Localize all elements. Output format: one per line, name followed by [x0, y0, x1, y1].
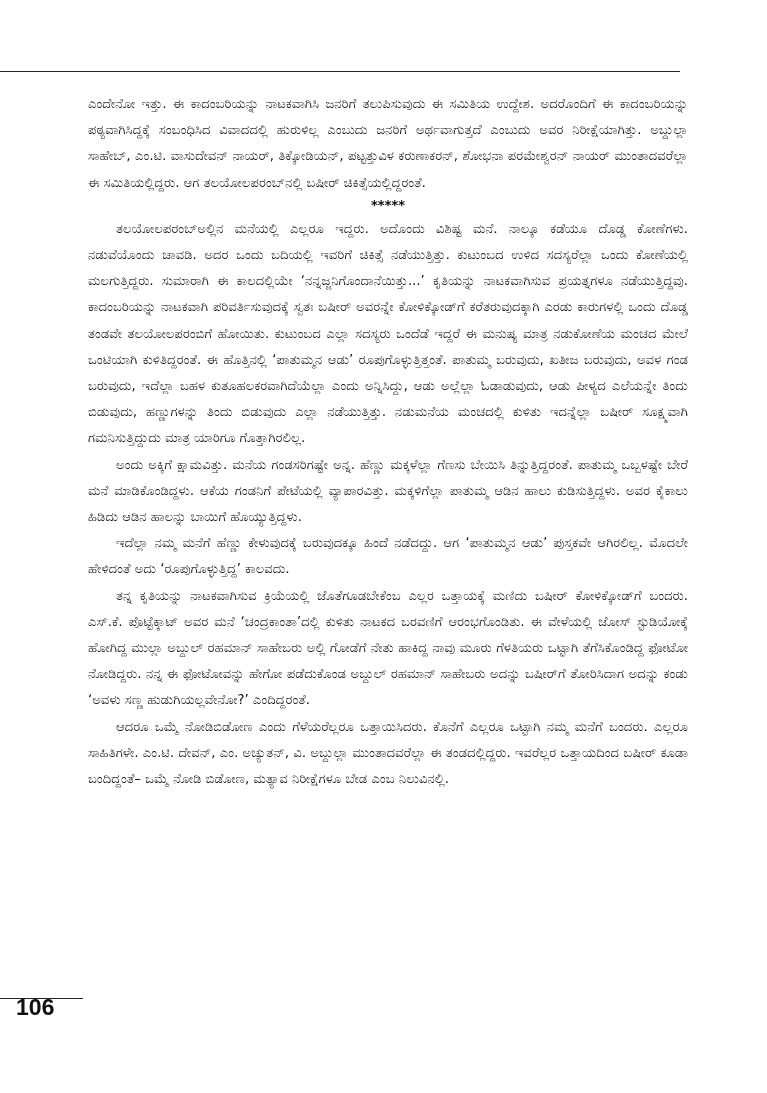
- header-rule: [0, 71, 680, 72]
- paragraph: ಅಂದು ಅಕ್ಕಿಗೆ ಕ್ಷಾಮವಿತ್ತು. ಮನೆಯ ಗಂಡಸರಿಗಷ್ಟೇ ಅನ್ನ. ಹೆಣ್ಣು ಮಕ್ಕಳೆಲ್ಲಾ ಗೆಣಸು ಬೇಯಿಸಿ ತಿನ್ನುತ್ತಿದ್ದರಂತೆ. ಪಾತುಮ್ಮ ಒಬ್ಬಳಷ್ಟೇ ಬೇರೆ ಮನೆ ಮಾಡಿಕೊಂಡಿದ್ದಳು. ಆಕೆಯ ಗಂಡನಿಗೆ ಪೇಟೆಯಲ್ಲಿ ವ್ಯಾಪಾರವಿತ್ತು. ಮಕ್ಕಳಿಗೆಲ್ಲಾ ಪಾತುಮ್ಮ ಆಡಿನ ಹಾಲು ಕುಡಿಸುತ್ತಿದ್ದಳು. ಅವರ ಕೈಕಾಲು ಹಿಡಿದು ಆಡಿನ ಹಾಲನ್ನು ಬಾಯಿಗೆ ಹೊಯ್ಯುತ್ತಿದ್ದಳು.: [88, 457, 688, 526]
- paragraph: ತಲಯೋಲಪರಂಬ್‌ಅಲ್ಲಿನ ಮನೆಯಲ್ಲಿ ಎಲ್ಲರೂ ಇದ್ದರು. ಅದೊಂದು ವಿಶಿಷ್ಟ ಮನೆ. ನಾಲ್ಕೂ ಕಡೆಯೂ ದೊಡ್ಡ ಕೋಣೆಗಳು. ನಡುವೆಯೊಂದು ಚಾವಡಿ. ಅದರ ಒಂದು ಬದಿಯಲ್ಲಿ ಇವರಿಗೆ ಚಿಕಿತ್ಸೆ ನಡೆಯುತ್ತಿತ್ತು. ಕುಟುಂಬದ ಉಳಿದ ಸದಸ್ಯರೆಲ್ಲಾ ಒಂದು ಕೋಣೆಯಲ್ಲಿ ಮಲಗುತ್ತಿದ್ದರು. ಸುಮಾರಾಗಿ ಈ ಕಾಲದಲ್ಲಿಯೇ ‘ನನ್ನಜ್ಜನಿಗೊಂದಾನೆಯಿತ್ತು...’ ಕೃತಿಯನ್ನು ನಾಟಕವಾಗಿಸುವ ಪ್ರಯತ್ನಗಳೂ ನಡೆಯುತ್ತಿದ್ದವು. ಕಾದಂಬರಿಯನ್ನು ನಾಟಕವಾಗಿ ಪರಿವರ್ತಿಸುವುದಕ್ಕೆ ಸ್ವತಃ ಬಷೀರ್ ಅವರನ್ನೇ ಕೋಳಿಕ್ಕೋಡ್‌ಗೆ ಕರೆತರುವುದಕ್ಕಾಗಿ ಎರಡು ಕಾರುಗಳಲ್ಲಿ ಒಂದು ದೊಡ್ಡ ತಂಡವೇ ತಲಯೋಲಪರಂಬಿಗೆ ಹೋಯಿತು. ಕುಟುಂಬದ ಎಲ್ಲಾ ಸದಸ್ಯರು ಒಂದೆಡೆ ಇದ್ದರೆ ಈ ಮನುಷ್ಯ ಮಾತ್ರ ನಡುಕೋಣೆಯ ಮಂಚದ ಮೇಲೆ ಒಂಟಿಯಾಗಿ ಕುಳಿತಿದ್ದರಂತೆ. ಈ ಹೊತ್ತಿನಲ್ಲಿ ‘ಪಾತುಮ್ಮನ ಆಡು’ ರೂಪುಗೊಳ್ಳುತ್ತಿತ್ತಂತೆ. ಪಾತುಮ್ಮ ಬರುವುದು, ಖತೀಜ ಬರುವುದು, ಅವಳ ಗಂಡ ಬರುವುದು, ಇದೆಲ್ಲಾ ಬಹಳ ಕುತೂಹಲಕರವಾಗಿದೆಯೆಲ್ಲಾ ಎಂದು ಅನ್ನಿಸಿದ್ದು, ಆಡು ಅಲ್ಲೆಲ್ಲಾ ಓಡಾಡುವುದು, ಆಡು ಪೀಳ್ಯದ ಎಲೆಯನ್ನೇ ತಿಂದು ಬಿಡುವುದು, ಹಣ್ಣುಗಳನ್ನು ತಿಂದು ಬಿಡುವುದು ಎಲ್ಲಾ ನಡೆಯುತ್ತಿತ್ತು. ನಡುಮನೆಯ ಮಂಚದಲ್ಲಿ ಕುಳಿತು ಇದನ್ನೆಲ್ಲಾ ಬಷೀರ್ ಸೂಕ್ಷ್ಮವಾಗಿ ಗಮನಿಸುತ್ತಿದ್ದುದು ಮಾತ್ರ ಯಾರಿಗೂ ಗೊತ್ತಾಗಿರಲಿಲ್ಲ.: [88, 221, 688, 447]
- paragraph: ಆದರೂ ಒಮ್ಮೆ ನೋಡಿಬಿಡೋಣ ಎಂದು ಗೆಳೆಯರೆಲ್ಲರೂ ಒತ್ತಾಯಿಸಿದರು. ಕೊನೆಗೆ ಎಲ್ಲರೂ ಒಟ್ಟಾಗಿ ನಮ್ಮ ಮನೆಗೆ ಬಂದರು. ಎಲ್ಲರೂ ಸಾಹಿತಿಗಳೇ. ಎಂ.ಟಿ. ದೇವನ್, ಎಂ. ಅಚ್ಯುತನ್, ವಿ. ಅಬ್ದುಲ್ಲಾ ಮುಂತಾದವರೆಲ್ಲಾ ಈ ತಂಡದಲ್ಲಿದ್ದರು. ಇವರೆಲ್ಲರ ಒತ್ತಾಯದಿಂದ ಬಷೀರ್ ಕೂಡಾ ಬಂದಿದ್ದಂತೆ– ಒಮ್ಮೆ ನೋಡಿ ಬಿಡೋಣ, ಮತ್ಯಾವ ನಿರೀಕ್ಷೆಗಳೂ ಬೇಡ ಎಂಬ ನಿಲುವಿನಲ್ಲಿ.: [88, 719, 688, 788]
- paragraph: ಎಂದೇನೋ ಇತ್ತು. ಈ ಕಾದಂಬರಿಯನ್ನು ನಾಟಕವಾಗಿಸಿ ಜನರಿಗೆ ತಲುಪಿಸುವುದು ಈ ಸಮಿತಿಯ ಉದ್ದೇಶ. ಅದರೊಂದಿಗೆ ಈ ಕಾದಂಬರಿಯನ್ನು ಪಠ್ಯವಾಗಿಸಿದ್ದಕ್ಕೆ ಸಂಬಂಧಿಸಿದ ವಿವಾದದಲ್ಲಿ ಹುರುಳಿಲ್ಲ ಎಂಬುದು ಜನರಿಗೆ ಅರ್ಥವಾಗುತ್ತದೆ ಎಂಬುದು ಅವರ ನಿರೀಕ್ಷೆಯಾಗಿತ್ತು. ಅಬ್ದುಲ್ಲಾ ಸಾಹೇಬ್, ಎಂ.ಟಿ. ವಾಸುದೇವನ್ ನಾಯರ್, ತಿಕ್ಕೋಡಿಯನ್, ಪಟ್ಟತ್ತುವಿಳ ಕರುಣಾಕರನ್, ಶೋಭನಾ ಪರಮೇಶ್ವರನ್ ನಾಯರ್ ಮುಂತಾದವರೆಲ್ಲಾ ಈ ಸಮಿತಿಯಲ್ಲಿದ್ದರು. ಆಗ ತಲಯೋಲಪರಂಬ್‌ನಲ್ಲಿ ಬಷೀರ್ ಚಿಕಿತ್ಸೆಯಲ್ಲಿದ್ದರಂತೆ.: [88, 97, 688, 191]
- page-body: [88, 92, 688, 793]
- section-separator: *****: [371, 198, 405, 214]
- page-number: 106: [16, 994, 55, 1020]
- paragraph: ತನ್ನ ಕೃತಿಯನ್ನು ನಾಟಕವಾಗಿಸುವ ಕ್ರಿಯೆಯಲ್ಲಿ ಜೊತೆಗೂಡಬೇಕೆಂಬ ಎಲ್ಲರ ಒತ್ತಾಯಕ್ಕೆ ಮಣಿದು ಬಷೀರ್ ಕೋಳಿಕ್ಕೋಡ್‌ಗೆ ಬಂದರು. ಎಸ್.ಕೆ. ಪೊಟ್ಟೆಕ್ಕಾಟ್ ಅವರ ಮನೆ ‘ಚಂದ್ರಕಾಂತಾ’ದಲ್ಲಿ ಕುಳಿತು ನಾಟಕದ ಬರವಣಿಗೆ ಆರಂಭಗೊಂಡಿತು. ಈ ವೇಳೆಯಲ್ಲಿ ಜೋಸ್ ಸ್ಟುಡಿಯೋಕ್ಕೆ ಹೋಗಿದ್ದ ಮುಲ್ಲಾ ಅಬ್ದುಲ್ ರಹಮಾನ್ ಸಾಹೇಬರು ಅಲ್ಲಿ ಗೋಡೆಗೆ ನೇತು ಹಾಕಿದ್ದ ನಾವು ಮೂರು ಗೆಳತಿಯರು ಒಟ್ಟಾಗಿ ತೆಗೆಸಿಕೊಂಡಿದ್ದ ಫೋಟೋ ನೋಡಿದ್ದರು. ನನ್ನ ಈ ಫೋಟೋವನ್ನು ಹೇಗೋ ಪಡೆದುಕೊಂಡ ಅಬ್ದುಲ್ ರಹಮಾನ್ ಸಾಹೇಬರು ಅದನ್ನು ಬಷೀರ್‌ಗೆ ತೋರಿಸಿದಾಗ ಅದನ್ನು ಕಂಡು ‘ಅವಳು ಸಣ್ಣ ಹುಡುಗಿಯಲ್ಲವೇನೋ?’ ಎಂದಿದ್ದರಂತೆ.: [88, 588, 688, 709]
- paragraph: ಇದೆಲ್ಲಾ ನಮ್ಮ ಮನೆಗೆ ಹೆಣ್ಣು ಕೇಳುವುದಕ್ಕೆ ಬರುವುದಕ್ಕೂ ಹಿಂದೆ ನಡೆದದ್ದು. ಆಗ ‘ಪಾತುಮ್ಮನ ಆಡು’ ಪುಸ್ತಕವೇ ಆಗಿರಲಿಲ್ಲ. ಮೊದಲೇ ಹೇಳಿದಂತೆ ಅದು ‘ರೂಪುಗೊಳ್ಳುತ್ತಿದ್ದ’ ಕಾಲವದು.: [88, 536, 688, 578]
